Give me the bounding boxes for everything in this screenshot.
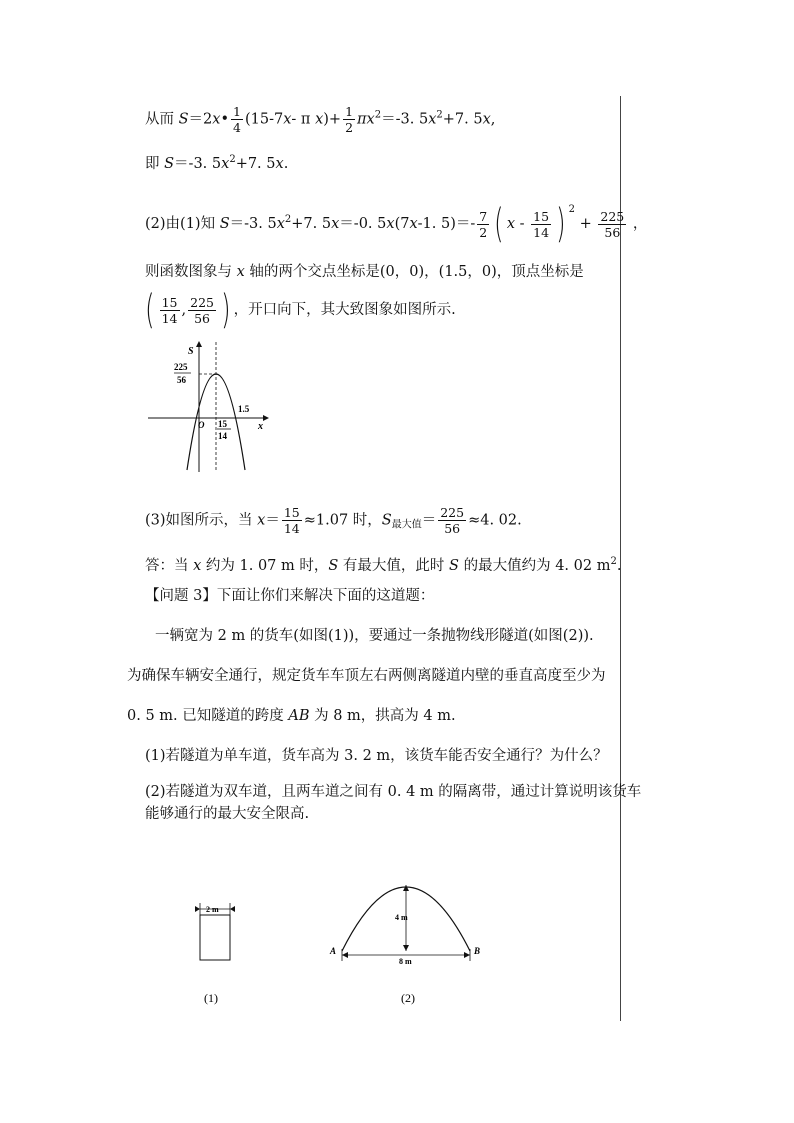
fraction [160, 295, 180, 326]
text: 轴的两个交点坐标是(0，0)，(1.5，0)，顶点坐标是 [244, 264, 584, 280]
var-x: x [283, 111, 292, 128]
pi: π [357, 111, 367, 128]
span-label: 8 m [399, 957, 412, 966]
text: +7. 5 [442, 111, 483, 128]
text: ＝2 [188, 111, 213, 128]
var-x: x [275, 156, 284, 172]
solution-line-1 [145, 104, 495, 135]
solution-line-2 [145, 150, 288, 174]
problem-line-3 [127, 706, 456, 726]
numerator: 15 [161, 294, 178, 310]
var-x: x [428, 111, 437, 128]
text: ＝ [421, 512, 437, 529]
text: . [283, 156, 289, 172]
fraction [188, 295, 216, 326]
text: ＝-3. 5 [174, 156, 222, 172]
text: (2)由(1)知 [145, 216, 220, 232]
point-B-label: B [474, 946, 481, 956]
denominator: 56 [444, 521, 461, 536]
numerator: 7 [479, 208, 488, 224]
numerator: 15 [533, 208, 550, 224]
var-x: x [193, 558, 202, 574]
numerator: 225 [600, 208, 625, 224]
truck-rect [200, 915, 230, 960]
text: (7 [394, 216, 410, 232]
width-arrow-right [230, 906, 235, 912]
vertex-x-numerator: 15 [218, 419, 227, 429]
right-paren: ) [221, 287, 231, 333]
fraction [231, 104, 243, 135]
fraction [282, 505, 302, 536]
origin-label: O [198, 420, 205, 430]
var-x: x [236, 264, 245, 280]
denominator: 2 [479, 224, 488, 240]
width-label: 2 m [206, 905, 219, 914]
var-S: S [328, 558, 339, 574]
var-x: x [221, 156, 230, 172]
text: ，开口向下，其大致图象如图所示. [233, 302, 456, 318]
var-S: S [178, 111, 189, 128]
denominator: 56 [604, 224, 621, 240]
var-x: x [366, 111, 375, 128]
fraction [477, 209, 489, 240]
problem-line-1: 一辆宽为 2 m 的货车(如图(1))，要通过一条抛物线形隧道(如图(2)). [155, 628, 594, 644]
text: 的最大值约为 4. 02 m [458, 558, 611, 574]
text: +7. 5 [291, 216, 332, 232]
text: + [575, 216, 597, 232]
fraction [438, 505, 466, 536]
exponent: 2 [610, 556, 617, 567]
subquestion-2-line-2: 能够通行的最大安全限高. [145, 806, 310, 822]
text: 即 [145, 156, 165, 172]
text: 则函数图象与 [145, 264, 237, 280]
numerator: 1 [345, 104, 354, 119]
subquestion-2-line-1: (2)若隧道为双车道，且两车道之间有 0. 4 m 的隔离带，通过计算说明该货车 [145, 784, 642, 800]
text: )+ [323, 111, 342, 128]
text: 从而 [145, 111, 179, 128]
parabola-graph [140, 338, 280, 478]
span-arrow-right [464, 952, 470, 958]
exponent: 2 [229, 154, 236, 165]
fraction [598, 209, 626, 240]
vertex-x-denominator: 14 [218, 431, 227, 441]
height-arrow-top [403, 885, 409, 891]
text: ＝-0. 5 [339, 216, 387, 232]
subquestion-1: (1)若隧道为单车道，货车高为 3. 2 m，该货车能否安全通行？为什么？ [145, 748, 608, 764]
text: ＝-3. 5 [381, 111, 429, 128]
denominator: 14 [533, 224, 550, 240]
left-paren: ( [145, 287, 155, 333]
text: - [515, 216, 530, 232]
text: - π [291, 111, 316, 128]
denominator: 56 [194, 310, 210, 326]
fraction [343, 104, 355, 135]
denominator: 2 [345, 120, 354, 135]
text: 为 8 m，拱高为 4 m. [309, 708, 456, 724]
text: (15-7 [244, 111, 284, 128]
var-x: x [482, 111, 491, 128]
span-arrow-left [342, 952, 348, 958]
figure-2-caption: (2) [401, 991, 415, 1005]
var-x: x [331, 216, 340, 232]
height-arrow-bottom [403, 945, 409, 951]
text: ＝-3. 5 [229, 216, 277, 232]
exponent: 2 [284, 214, 292, 225]
numerator: 225 [440, 505, 465, 520]
var-S: S [381, 512, 392, 529]
text: 约为 1. 07 m 时， [201, 558, 329, 574]
text: ＝ [265, 512, 280, 529]
fraction [531, 209, 551, 240]
exponent: 2 [568, 204, 576, 215]
text: 有最大值，此时 [338, 558, 450, 574]
peak-denominator: 56 [177, 375, 186, 385]
figure-1-caption: (1) [204, 991, 218, 1005]
var-AB: AB [288, 708, 310, 724]
problem-line-2: 为确保车辆安全通行，规定货车车顶左右两侧离隧道内壁的垂直高度至少为 [127, 668, 606, 684]
var-x: x [212, 111, 221, 128]
solution-line-3 [145, 200, 648, 247]
text: 0. 5 m. 已知隧道的跨度 [127, 708, 289, 724]
denominator: 4 [233, 120, 241, 135]
solution-line-5 [142, 287, 456, 333]
left-paren: ( [494, 201, 504, 247]
var-S: S [449, 558, 459, 574]
text: (3)如图所示，当 [145, 512, 258, 529]
subscript: 最大值 [391, 519, 422, 531]
denominator: 14 [283, 521, 300, 536]
numerator: 225 [190, 294, 214, 310]
exponent: 2 [436, 109, 443, 121]
solution-line-4 [145, 262, 584, 282]
text: +7. 5 [235, 156, 276, 172]
var-x: x [386, 216, 395, 232]
var-S: S [219, 216, 230, 232]
figure-2-tunnel [325, 875, 495, 1015]
text: , [490, 111, 496, 128]
var-x: x [409, 216, 418, 232]
point-A-label: A [330, 946, 337, 956]
text: , [181, 302, 187, 318]
width-arrow-left [195, 906, 200, 912]
var-x: x [315, 111, 324, 128]
root-label: 1.5 [238, 404, 250, 414]
text: -1. 5)＝- [417, 216, 476, 232]
text: ， [628, 216, 648, 232]
var-x: x [506, 216, 516, 232]
text: 答：当 [145, 558, 194, 574]
text: . [616, 558, 622, 574]
right-paren: ) [556, 201, 566, 247]
denominator: 14 [161, 310, 178, 326]
text: ≈4. 02. [468, 512, 522, 529]
question-3-heading: 【问题 3】下面让你们来解决下面的这道题： [145, 588, 435, 604]
var-x: x [276, 216, 285, 232]
numerator: 15 [283, 505, 300, 520]
var-S: S [164, 156, 175, 172]
text: • [220, 111, 230, 128]
answer-line [145, 552, 621, 576]
var-x: x [257, 512, 266, 529]
height-label: 4 m [395, 913, 408, 922]
exponent: 2 [374, 109, 382, 121]
numerator: 1 [233, 104, 241, 119]
solution-line-6 [145, 505, 522, 536]
S-axis-label: S [188, 346, 194, 357]
text: ≈1.07 时， [303, 512, 382, 529]
x-axis-label: x [258, 421, 263, 432]
figure-1-truck [180, 895, 250, 1015]
peak-numerator: 225 [174, 362, 188, 372]
